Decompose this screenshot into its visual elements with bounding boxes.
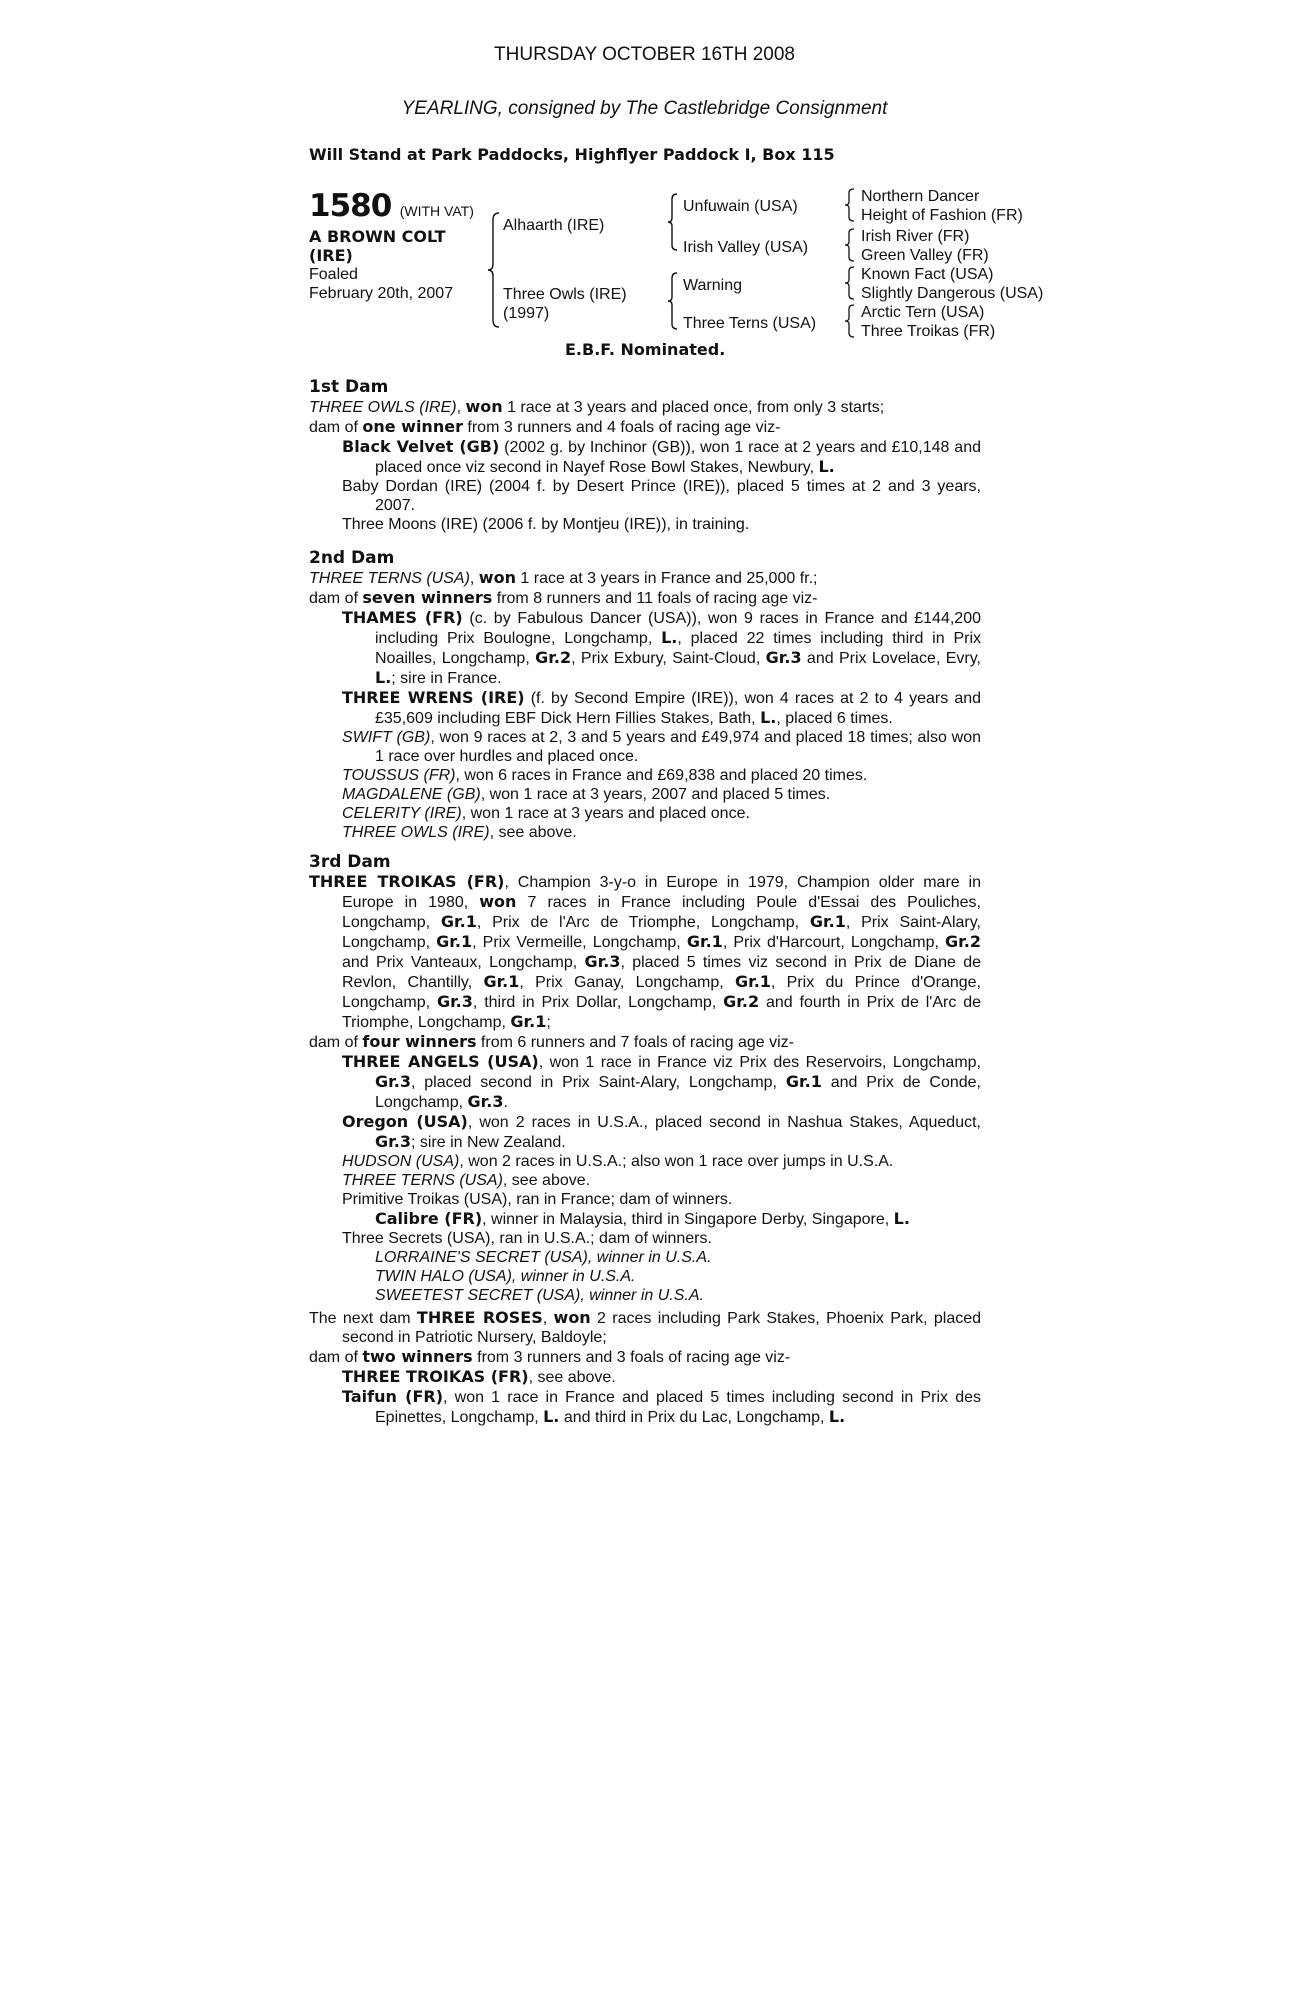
first-dam-section: [309, 378, 981, 534]
second-dam-produce-item: TOUSSUS (FR), won 6 races in France and £69,838 and placed 20 times.: [342, 767, 868, 784]
first-dam-produce-item: Three Moons (IRE) (2006 f. by Montjeu (IRE)), in training.: [342, 516, 750, 533]
lot-description-origin: (IRE): [309, 246, 353, 265]
third-dam-heading: 3rd Dam: [309, 852, 391, 872]
second-dam-produce-item: THREE OWLS (IRE), see above.: [342, 824, 577, 841]
lot-description: A BROWN COLT: [309, 227, 446, 246]
pedigree-sds: Irish River (FR): [861, 228, 970, 245]
pedigree-dss: Known Fact (USA): [861, 266, 994, 283]
next-dam-section: [309, 1308, 981, 1427]
third-dam-produce-summary: dam of four winners from 6 runners and 7 foals of racing age viz-: [309, 1032, 794, 1051]
first-dam-line: THREE OWLS (IRE), won 1 race at 3 years and placed once, from only 3 starts;: [309, 397, 885, 416]
lot-number: 1580: [309, 188, 392, 224]
pedigree-brace-dd: [844, 304, 856, 338]
pedigree-brace-ss: [844, 188, 856, 222]
third-dam-grandproduce-item: LORRAINE'S SECRET (USA), winner in U.S.A.: [375, 1249, 712, 1266]
pedigree-dsd: Slightly Dangerous (USA): [861, 285, 1044, 302]
third-dam-produce-item: Primitive Troikas (USA), ran in France; dam of winners.: [342, 1191, 733, 1208]
pedigree-brace-main: [487, 212, 501, 328]
consignor-line: YEARLING, consigned by The Castlebridge Consignment: [401, 98, 888, 119]
sale-date: THURSDAY OCTOBER 16TH 2008: [494, 44, 795, 65]
second-dam-produce-item: CELERITY (IRE), won 1 race at 3 years and placed once.: [342, 805, 750, 822]
pedigree-brace-ds: [844, 266, 856, 300]
pedigree-dam-sire: Warning: [683, 277, 742, 294]
pedigree-dam: Three Owls (IRE): [503, 286, 627, 303]
first-dam-produce-item: Black Velvet (GB) (2002 g. by Inchinor (GB)), won 1 race at 2 years and £10,148 and placed once viz second in Nayef Rose Bowl Stakes, Newbury, L.: [342, 437, 981, 476]
pedigree-sdd: Green Valley (FR): [861, 247, 989, 264]
pedigree-sire: Alhaarth (IRE): [503, 217, 605, 234]
foaled-date: February 20th, 2007: [309, 285, 454, 302]
third-dam-produce-item: Three Secrets (USA), ran in U.S.A.; dam of winners.: [342, 1230, 712, 1247]
second-dam-line: THREE TERNS (USA), won 1 race at 3 years in France and 25,000 fr.;: [309, 568, 818, 587]
third-dam-produce-item: Oregon (USA), won 2 races in U.S.A., placed second in Nashua Stakes, Aqueduct, Gr.3; sire in New Zealand.: [342, 1112, 981, 1151]
first-dam-produce-item: Baby Dordan (IRE) (2004 f. by Desert Prince (IRE)), placed 5 times at 2 and 3 years, 2007.: [342, 478, 981, 514]
third-dam-produce-item: THREE ANGELS (USA), won 1 race in France viz Prix des Reservoirs, Longchamp, Gr.3, placed second in Prix Saint-Alary, Longchamp, Gr.1 and Prix de Conde, Longchamp, Gr.3.: [342, 1052, 982, 1111]
next-dam-line: The next dam THREE ROSES, won 2 races including Park Stakes, Phoenix Park, placed second in Patriotic Nursery, Baldoyle;: [309, 1308, 982, 1346]
pedigree-ddd: Three Troikas (FR): [861, 323, 996, 340]
lot-block: [309, 188, 489, 303]
third-dam-produce-item: HUDSON (USA), won 2 races in U.S.A.; also won 1 race over jumps in U.S.A.: [342, 1153, 894, 1170]
next-dam-produce-item: Taifun (FR), won 1 race in France and placed 5 times including second in Prix des Epinettes, Longchamp, L. and third in Prix du Lac, Longchamp, L.: [342, 1387, 981, 1426]
second-dam-produce-item: MAGDALENE (GB), won 1 race at 3 years, 2007 and placed 5 times.: [342, 786, 831, 803]
pedigree-dam-dam: Three Terns (USA): [683, 315, 817, 332]
pedigree-dds: Arctic Tern (USA): [861, 304, 985, 321]
second-dam-produce-item: THREE WRENS (IRE) (f. by Second Empire (IRE)), won 4 races at 2 to 4 years and £35,609 including EBF Dick Hern Fillies Stakes, Bath, L., placed 6 times.: [342, 688, 982, 727]
second-dam-heading: 2nd Dam: [309, 548, 395, 568]
pedigree-brace-dam: [667, 272, 679, 330]
third-dam-produce-item: THREE TERNS (USA), see above.: [342, 1172, 591, 1189]
pedigree-dam-year: (1997): [503, 305, 550, 322]
third-dam-grandproduce-item: TWIN HALO (USA), winner in U.S.A.: [375, 1268, 636, 1285]
third-dam-line: THREE TROIKAS (FR), Champion 3-y-o in Europe in 1979, Champion older mare in Europe in 1980, won 7 races in France including Poule d'Essai des Pouliches, Longchamp, Gr.1, Prix de l'Arc de Triomphe, Longchamp, Gr.1, Prix Saint-Alary, Longchamp, Gr.1, Prix Vermeille, Longchamp, Gr.1, Prix d'Harcourt, Longchamp, Gr.2 and Prix Vanteaux, Longchamp, Gr.3, placed 5 times viz second in Prix de Diane de Revlon, Chantilly, Gr.1, Prix Ganay, Longchamp, Gr.1, Prix du Prince d'Orange, Longchamp, Gr.3, third in Prix Dollar, Longchamp, Gr.2 and fourth in Prix de l'Arc de Triomphe, Longchamp, Gr.1;: [309, 872, 982, 1031]
first-dam-produce-summary: dam of one winner from 3 runners and 4 foals of racing age viz-: [309, 417, 781, 436]
pedigree-brace-sd: [844, 228, 856, 262]
third-dam-section: [309, 853, 981, 1305]
stand-location: Will Stand at Park Paddocks, Highflyer Paddock I, Box 115: [309, 145, 835, 164]
third-dam-grandproduce-item: SWEETEST SECRET (USA), winner in U.S.A.: [375, 1287, 704, 1304]
foaled-label: Foaled: [309, 266, 358, 283]
second-dam-produce-item: THAMES (FR) (c. by Fabulous Dancer (USA)), won 9 races in France and £144,200 including Prix Boulogne, Longchamp, L., placed 22 times including third in Prix Noailles, Longchamp, Gr.2, Prix Exbury, Saint-Cloud, Gr.3 and Prix Lovelace, Evry, L.; sire in France.: [342, 608, 982, 687]
second-dam-section: [309, 549, 981, 842]
pedigree-sire-sire: Unfuwain (USA): [683, 198, 798, 215]
next-dam-produce-summary: dam of two winners from 3 runners and 3 foals of racing age viz-: [309, 1347, 791, 1366]
first-dam-heading: 1st Dam: [309, 377, 389, 397]
second-dam-produce-summary: dam of seven winners from 8 runners and 11 foals of racing age viz-: [309, 588, 818, 607]
second-dam-produce-item: SWIFT (GB), won 9 races at 2, 3 and 5 years and £49,974 and placed 18 times; also won 1 race over hurdles and placed once.: [342, 729, 981, 765]
next-dam-produce-item: THREE TROIKAS (FR), see above.: [342, 1367, 616, 1386]
pedigree-sire-dam: Irish Valley (USA): [683, 239, 809, 256]
pedigree-ssd: Height of Fashion (FR): [861, 207, 1023, 224]
pedigree-brace-sire: [667, 193, 679, 251]
pedigree-sss: Northern Dancer: [861, 188, 980, 205]
vat-note: (WITH VAT): [399, 203, 474, 219]
ebf-nomination: E.B.F. Nominated.: [565, 340, 726, 359]
third-dam-grandproduce-item: Calibre (FR), winner in Malaysia, third in Singapore Derby, Singapore, L.: [375, 1209, 910, 1228]
